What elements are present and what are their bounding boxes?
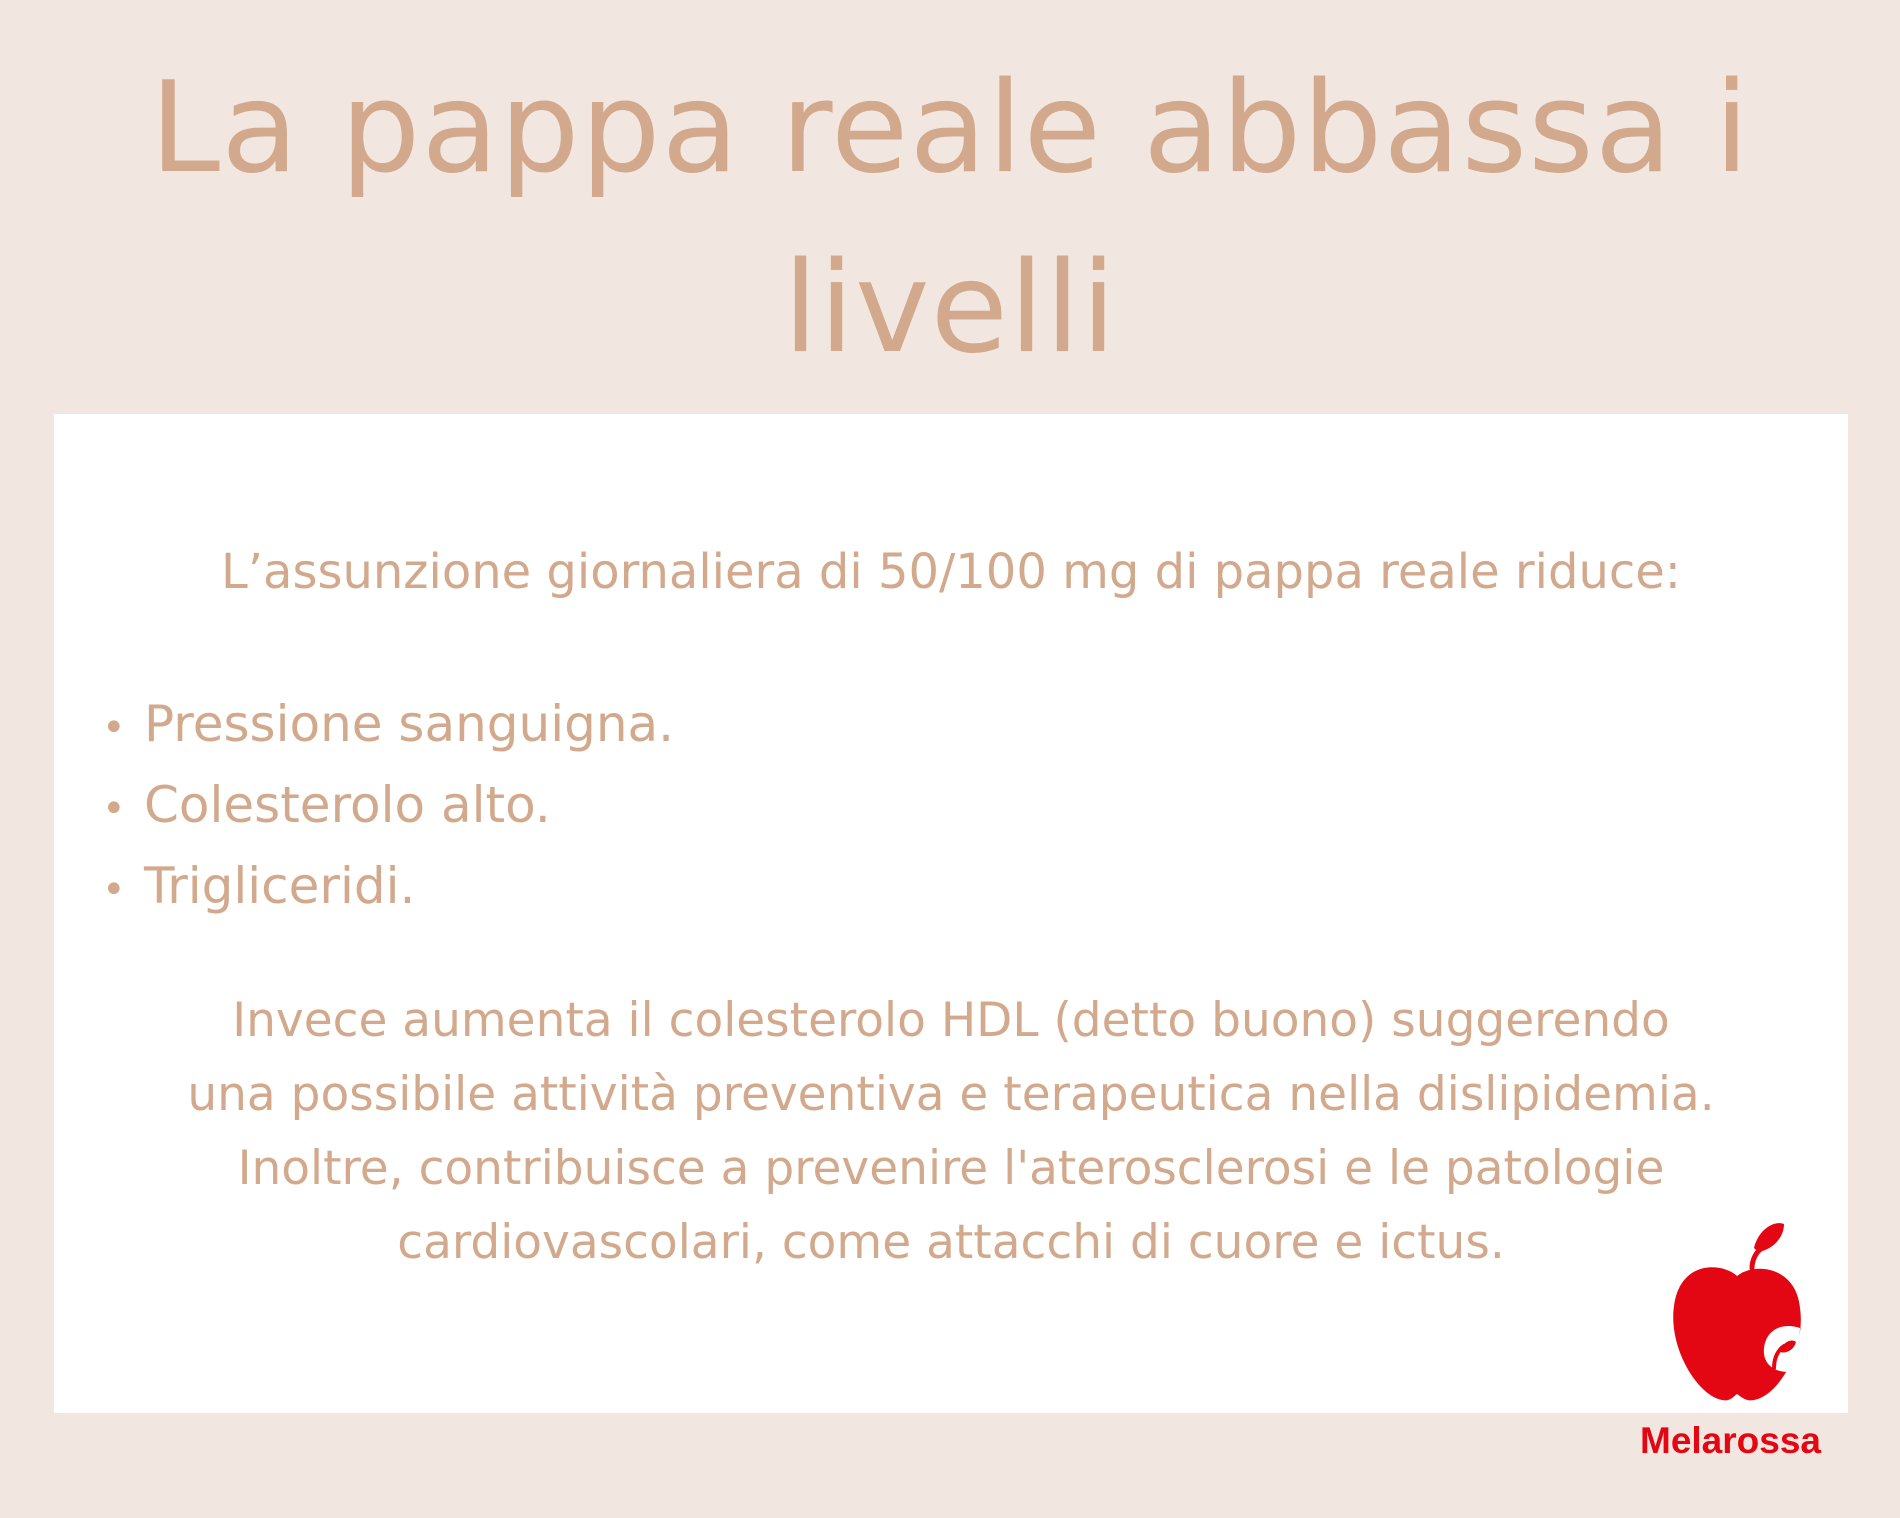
bullet-text: Trigliceridi. — [144, 857, 416, 915]
paragraph-line-3: Inoltre, contribuisce a prevenire l'aterosclerosi e le patologie — [237, 1141, 1665, 1196]
bullet-text: Colesterolo alto. — [144, 776, 551, 834]
bullet-icon: • — [102, 867, 126, 913]
list-item — [102, 686, 674, 767]
title-line-1: La pappa reale abbassa i livelli — [149, 54, 1751, 381]
bullet-list — [102, 686, 674, 929]
list-item — [102, 767, 674, 848]
paragraph-line-2: una possibile attività preventiva e terapeutica nella dislipidemia. — [187, 1067, 1715, 1122]
intro-text: L’assunzione giornaliera di 50/100 mg di pappa reale riduce: — [221, 544, 1681, 600]
list-item — [102, 848, 674, 929]
bullet-icon: • — [102, 786, 126, 832]
apple-icon — [1662, 1218, 1812, 1418]
bullet-text: Pressione sanguigna. — [144, 695, 675, 753]
bullet-icon: • — [102, 705, 126, 751]
brand-name: Melarossa — [1640, 1420, 1821, 1461]
body-paragraph — [54, 984, 1848, 1280]
paragraph-line-4: cardiovascolari, come attacchi di cuore e ictus. — [397, 1215, 1505, 1270]
melarossa-logo — [1640, 1218, 1821, 1461]
paragraph-line-1: Invece aumenta il colesterolo HDL (detto buono) suggerendo — [232, 993, 1670, 1048]
content-card — [54, 414, 1848, 1413]
